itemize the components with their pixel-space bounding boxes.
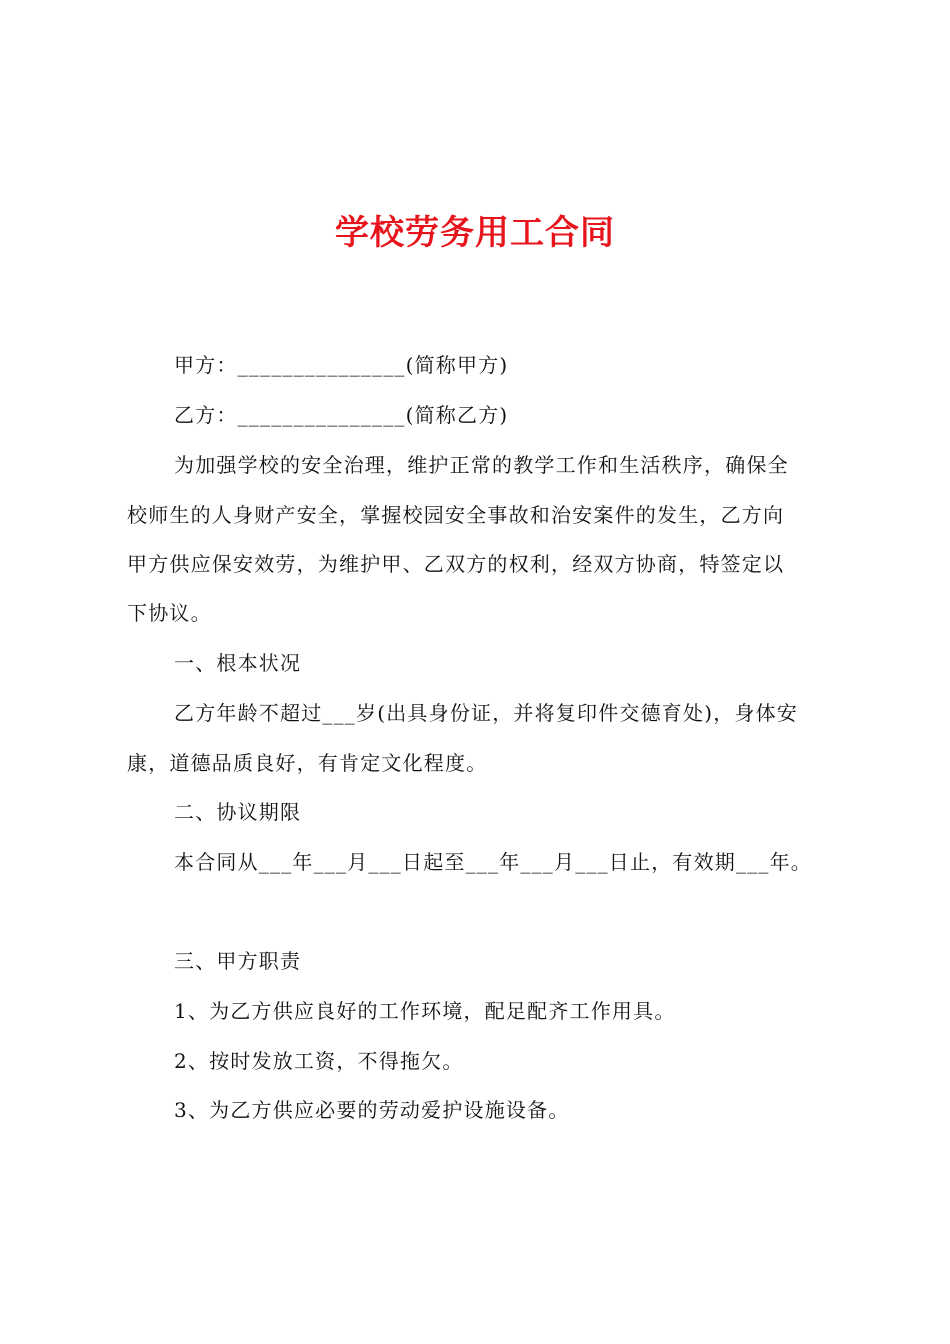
party-b-line: 乙方：_______________(简称乙方)	[174, 403, 509, 427]
intro-line-3: 甲方供应保安效劳，为维护甲、乙双方的权利，经双方协商，特签定以	[127, 552, 785, 576]
section-3-item-3: 3、为乙方供应必要的劳动爱护设施设备。	[174, 1098, 570, 1122]
section-1-heading: 一、根本状况	[174, 651, 302, 675]
section-3-item-2: 2、按时发放工资，不得拖欠。	[174, 1049, 464, 1073]
intro-line-2: 校师生的人身财产安全，掌握校园安全事故和治安案件的发生，乙方向	[127, 503, 785, 527]
intro-line-1: 为加强学校的安全治理，维护正常的教学工作和生活秩序，确保全	[174, 453, 789, 477]
party-a-line: 甲方：_______________(简称甲方)	[174, 353, 509, 377]
section-2-heading: 二、协议期限	[174, 800, 302, 824]
section-3-heading: 三、甲方职责	[174, 949, 302, 973]
section-3-item-1: 1、为乙方供应良好的工作环境，配足配齐工作用具。	[174, 999, 676, 1023]
section-1-line-2: 康，道德品质良好，有肯定文化程度。	[127, 751, 488, 775]
section-1-line-1: 乙方年龄不超过___岁(出具身份证，并将复印件交德育处)，身体安	[174, 701, 799, 725]
section-2-line-1: 本合同从___年___月___日起至___年___月___日止，有效期___年。	[174, 850, 812, 874]
document-title: 学校劳务用工合同	[335, 213, 615, 253]
intro-line-4: 下协议。	[127, 601, 212, 625]
